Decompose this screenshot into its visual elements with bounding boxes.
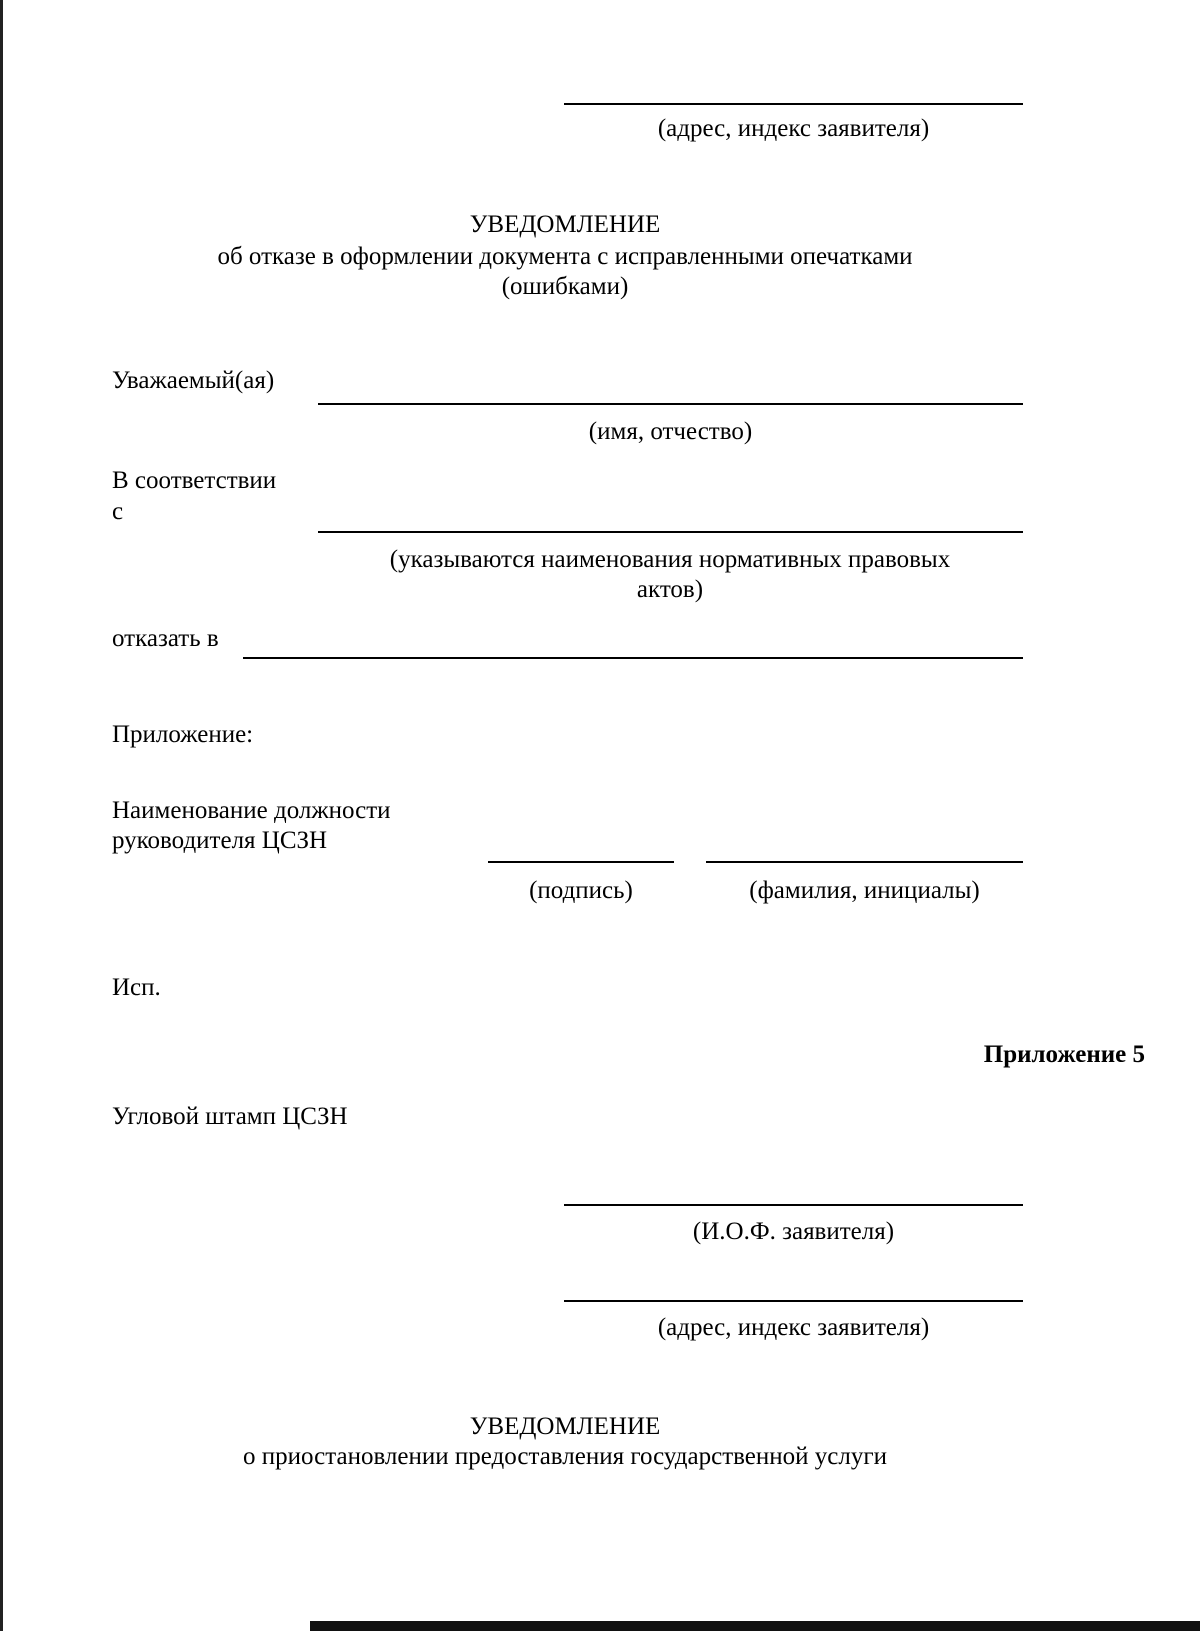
suspension-subtitle: о приостановлении предоставления государственной услуги: [243, 1443, 887, 1470]
notice-subtitle-line2: (ошибками): [501, 273, 629, 300]
position-label-line2: руководителя ЦСЗН: [112, 827, 328, 854]
attachment-label: Приложение:: [112, 721, 254, 748]
refuse-label: отказать в: [112, 625, 219, 652]
notice-subtitle-line1: об отказе в оформлении документа с исправленными опечатками: [217, 243, 913, 270]
position-label-line1: Наименование должности: [112, 797, 391, 824]
executor-label: Исп.: [112, 974, 161, 1001]
accordance-label-line2: с: [112, 498, 124, 525]
signature-caption: (подпись): [529, 877, 633, 904]
applicant-name-line: [564, 1204, 1023, 1206]
appendix-heading: Приложение 5: [983, 1041, 1145, 1068]
applicant-name-caption: (И.О.Ф. заявителя): [692, 1218, 895, 1245]
signature-line: [488, 861, 674, 863]
applicant-address-line: [564, 1300, 1023, 1302]
corner-stamp-label: Угловой штамп ЦСЗН: [112, 1103, 348, 1130]
applicant-address-caption: (адрес, индекс заявителя): [657, 1314, 930, 1341]
surname-caption: (фамилия, инициалы): [749, 877, 980, 904]
surname-line: [706, 861, 1023, 863]
left-scan-border: [0, 0, 3, 1631]
greeting-label: Уважаемый(ая): [112, 367, 275, 394]
accordance-label-line1: В соответствии: [112, 467, 277, 494]
acts-line: [318, 531, 1023, 533]
refuse-line: [243, 657, 1023, 659]
name-line: [318, 403, 1023, 405]
acts-caption-line2: актов): [636, 576, 704, 603]
acts-caption-line1: (указываются наименования нормативных правовых: [389, 546, 951, 573]
address-line: [564, 103, 1023, 105]
name-caption: (имя, отчество): [588, 418, 753, 445]
bottom-scan-edge: [310, 1621, 1200, 1631]
notice-title: УВЕДОМЛЕНИЕ: [469, 211, 661, 238]
address-caption: (адрес, индекс заявителя): [657, 115, 930, 142]
suspension-title: УВЕДОМЛЕНИЕ: [469, 1413, 661, 1440]
